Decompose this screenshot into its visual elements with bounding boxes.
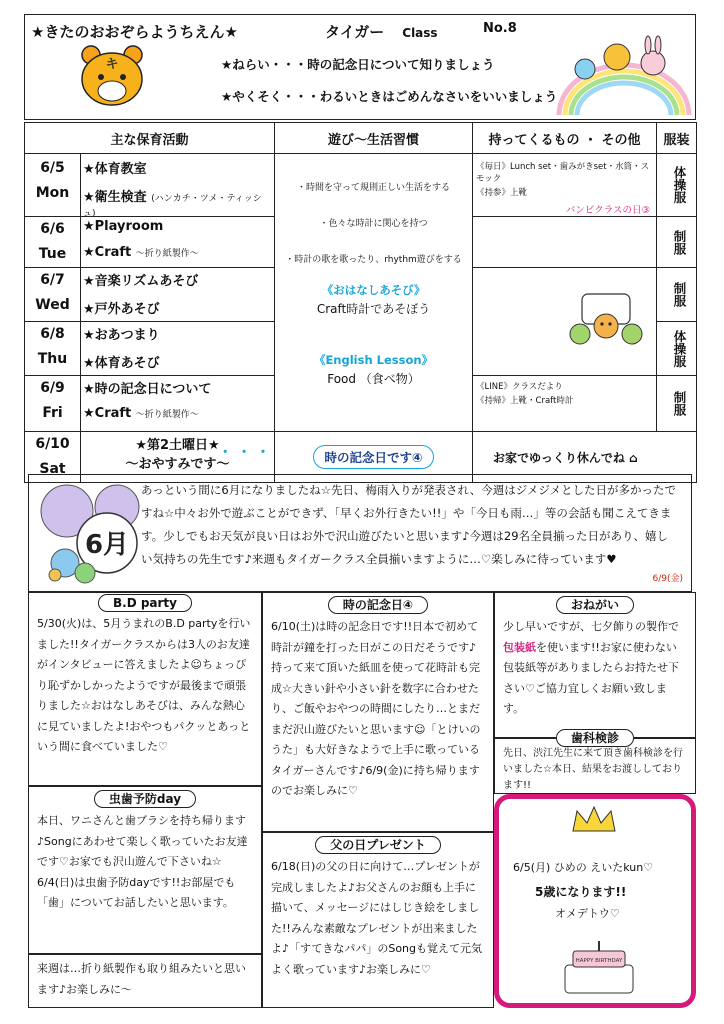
time-day-title-text: 時の記念日④	[328, 596, 428, 614]
intro-signature: 6/9(金)	[652, 574, 683, 584]
col-play: 遊び～生活習慣	[275, 123, 473, 154]
story-title: 《おはなしあそび》	[321, 283, 426, 297]
footer-text: 来週は…折り紙製作も取り組みたいと思います♪お楽しみに～	[37, 962, 246, 996]
date: 6/7	[40, 272, 65, 288]
request-text	[495, 613, 695, 724]
col-wear: 服装	[657, 123, 697, 154]
footer-box	[28, 954, 262, 1008]
fathers-day-box	[262, 832, 494, 1008]
birthday-cake-icon	[559, 937, 639, 999]
dental-title	[495, 729, 695, 746]
table-row	[25, 154, 697, 217]
fathers-day-title	[263, 836, 493, 853]
date: 6/6	[40, 221, 65, 237]
play-goal-1: ・時間を守って規則正しい生活をする	[297, 183, 451, 193]
bring-cell	[473, 217, 657, 268]
day-cell	[25, 268, 81, 322]
cake-text: HAPPY BIRTHDAY	[575, 958, 623, 964]
bring-illustration-cell	[473, 268, 657, 376]
activity-cell	[81, 154, 275, 217]
date: 6/8	[40, 326, 65, 342]
dental-text: 先日、渋江先生に来て頂き歯科検診を行いました☆本日、結果をお渡ししております!!	[503, 748, 683, 791]
header-box	[24, 14, 696, 120]
weekday: Fri	[42, 405, 63, 421]
time-day-title	[263, 596, 493, 613]
wear-cell: 体操服	[657, 154, 697, 217]
house-icon: ⌂	[629, 450, 638, 465]
weekday: Mon	[35, 185, 70, 201]
request-text-2: を使います!!お家に使わない包装紙等がありましたらお持たせ下さい♡ご協力宜しくお願い致します。	[503, 640, 679, 715]
activity-cell	[81, 217, 275, 268]
wrapping-paper-highlight: 包装紙	[503, 640, 536, 654]
activity-1: ★Playroom	[83, 219, 164, 234]
time-day-label: 時の記念日です④	[313, 445, 433, 469]
day-cell	[25, 322, 81, 376]
activity-1: ★おあつまり	[83, 328, 160, 343]
activity-1: ★体育教室	[83, 162, 147, 177]
activity-2-label: ★Craft	[83, 406, 132, 421]
rest-text: お家でゆっくり休んでね	[493, 450, 625, 465]
activity-2	[83, 245, 199, 260]
bring-return: 《持帰》上靴・Craft時計	[476, 396, 574, 406]
class-title: タイガー	[325, 23, 385, 41]
cavity-text: 本日、ワニさんと歯ブラシを持ち帰ります♪Songにあわせて楽しく歌っていたお友達です♡お家でも沢山遊んで下さいね☆ 6/4(日)は虫歯予防dayです!!お部屋でも「歯」についてお話したいと思います。	[37, 814, 248, 909]
wear-cell: 制服	[657, 376, 697, 432]
class-name	[325, 21, 438, 42]
activity-1: ★時の記念日について	[83, 382, 212, 397]
intro-text: あっという間に6月になりましたね☆先日、梅雨入りが発表され、今週はジメジメとした日が多かったですね☆中々お外で遊ぶことができず、「早くお外行きたい!!」や「今日も雨…」等の会話も聞こえてきます。少しでもお天気が良い日はお外で沢山遊びたいと思います♪今週は29名全員揃った日があり、嬉しい気持ちの先生です♪来週もタイガークラス全員揃いますように…♡楽しみに待っています♥	[141, 483, 677, 566]
table-header-row	[25, 123, 697, 154]
activity-cell	[81, 376, 275, 432]
weekday: Sat	[39, 461, 66, 477]
col-activity: 主な保育活動	[25, 123, 275, 154]
activity-2-note: (ハンカチ・ツメ・ティッシュ)	[83, 194, 262, 219]
birthday-box	[494, 794, 696, 1008]
wear-cell: 体操服	[657, 322, 697, 376]
birthday-child: 6/5(月) ひめの えいたkun♡	[513, 861, 654, 874]
activity-cell	[81, 268, 275, 322]
saturday-note: ～おやすみです～	[125, 457, 230, 472]
crown-icon	[569, 805, 619, 835]
bd-party-title	[29, 596, 261, 610]
request-title-text: おねがい	[556, 596, 634, 614]
tiger-illustration	[77, 43, 147, 109]
fathers-day-text: 6/18(日)の父の日に向けて…プレゼントが完成しましたよ♪お父さんのお顔も上手に描いて、メッセージにはしじき絵をしました!!みんな素敵なプレゼントが出来ましたよ♪「すてきなパパ」のSongも覚えて元気よく歌っています♪お楽しみに♡	[271, 860, 483, 976]
wear-cell: 制服	[657, 217, 697, 268]
aim-text: ★ねらい・・・時の記念日について知りましょう	[221, 57, 495, 72]
bring-shoes: 《持参》上靴	[476, 188, 528, 198]
activity-2	[83, 186, 274, 220]
bd-party-title-text: B.D party	[98, 594, 192, 612]
weekday: Thu	[37, 351, 68, 367]
cavity-prevention-box	[28, 786, 262, 954]
issue-number: No.8	[483, 21, 517, 36]
activity-1: ★音楽リズムあそび	[83, 274, 199, 289]
play-cell	[275, 154, 473, 432]
intro-box	[28, 474, 692, 592]
activity-cell	[81, 322, 275, 376]
play-goal-3: ・時計の歌を歌ったり、rhythm遊びをする	[285, 255, 462, 265]
day-cell	[25, 217, 81, 268]
bring-cell	[473, 154, 657, 217]
time-day-text: 6/10(土)は時の記念日です!!日本で初めて時計が鐘を打った日がこの日だそうです♪持って来て頂いた紙皿を使って花時計も完成☆大きい針や小さい針を数字に合わせたり、ご飯やおやつの時間にしたり…とまだまだ沢山遊びたいと思います☺「とけいのうた」も大好きなようで上手に歌っているタイガーさんです♪6/9(金)に持ち帰りますのでお楽しみに♡	[271, 620, 481, 797]
promise-text: ★やくそく・・・わるいときはごめんなさいをいいましょう	[221, 89, 558, 104]
date: 6/9	[40, 380, 65, 396]
activity-2-label: ★体育あそび	[83, 356, 160, 371]
request-box	[494, 592, 696, 738]
dental-title-text: 歯科検診	[556, 729, 634, 747]
activity-2-label: ★戸外あそび	[83, 302, 160, 317]
decor-dots: ・ ・ ・	[218, 445, 271, 461]
date: 6/10	[35, 436, 70, 452]
bd-party-text: 5/30(火)は、5月うまれのB.D partyを行いました!!タイガークラスからは3人のお友達がインタビューに答えましたよ☺ちょっぴり恥ずかしかったようですが最後まで頑張りました☆おはなしあそびは、みんな熱心に見ていましたよ!おやつもパクッとあっという間に食べていました♡	[37, 617, 251, 753]
day-cell	[25, 376, 81, 432]
birthday-congrats: オメデトウ♡	[555, 907, 620, 920]
bring-cell	[473, 376, 657, 432]
day-cell	[25, 154, 81, 217]
animals-rainbow-illustration	[555, 31, 693, 117]
col-bring: 持ってくるもの ・ その他	[473, 123, 657, 154]
activity-2	[83, 352, 160, 371]
english-lesson-title: 《English Lesson》	[313, 353, 434, 367]
date: 6/5	[40, 160, 65, 176]
time-day-box	[262, 592, 494, 832]
activity-2	[83, 298, 160, 317]
weekday: Tue	[38, 246, 67, 262]
class-label: Class	[402, 26, 438, 40]
bring-line: 《LINE》クラスだより	[476, 382, 563, 392]
birthday-age: 5歳になります!!	[535, 885, 627, 899]
request-text-1: 少し早いですが、七夕飾りの製作で	[503, 620, 679, 633]
activity-2-label: ★Craft	[83, 245, 132, 260]
saturday-title: ★第2土曜日★	[135, 438, 220, 453]
activity-2-note: ～折り紙製作～	[135, 249, 199, 259]
bd-party-box	[28, 592, 262, 786]
play-goal-2: ・色々な時計に関心を持つ	[319, 219, 428, 229]
fathers-day-title-text: 父の日プレゼント	[315, 836, 441, 854]
request-title	[495, 596, 695, 613]
activity-2-label: ★衛生検査	[83, 190, 147, 205]
month-badge: 6月	[84, 530, 130, 560]
activity-2	[83, 406, 199, 421]
weekday: Wed	[35, 297, 70, 313]
cavity-title-text: 虫歯予防day	[94, 790, 196, 808]
english-lesson-text: Food （食べ物）	[327, 372, 420, 386]
bring-daily: 《毎日》Lunch set・歯みがきset・水筒・スモック	[476, 162, 650, 184]
activity-2-note: ～折り紙製作～	[135, 410, 199, 420]
cheering-fox-illustration	[566, 288, 646, 352]
story-text: Craft時計であそぼう	[316, 302, 431, 316]
school-name: ★きたのおおぞらようちえん★	[31, 23, 238, 41]
weekly-schedule-table	[24, 122, 697, 483]
dental-checkup-box	[494, 731, 696, 794]
tiger-mark: キ	[105, 57, 119, 72]
bambi-day-note: バンビクラスの日③	[565, 205, 651, 216]
cavity-title	[29, 790, 261, 807]
wear-cell: 制服	[657, 268, 697, 322]
